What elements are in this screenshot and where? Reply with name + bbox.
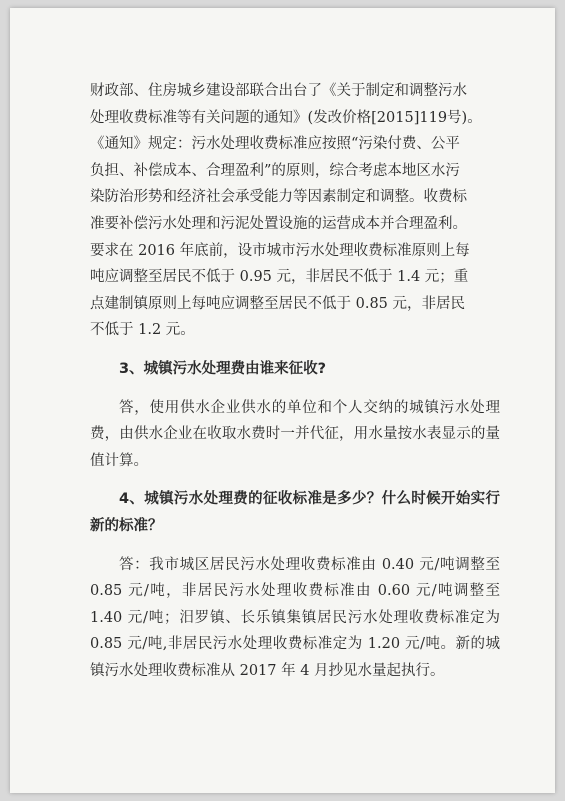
text-line: 处理收费标准等有关问题的通知》(发改价格[2015]119号)。 — [90, 109, 482, 126]
text-line: 财政部、住房城乡建设部联合出台了《关于制定和调整污水 — [90, 83, 467, 99]
text-line: 吨应调整至居民不低于 0.95 元，非居民不低于 1.4 元；重 — [90, 269, 469, 286]
answer-4-paragraph: 答：我市城区居民污水处理收费标准由 0.40 元/吨调整至 0.85 元/吨，非居民污水处理收费标准由 0.60 元/吨调整至 1.40 元/吨；汨罗镇、长乐镇集镇居民污水处理收费标准定为 0.85 元/吨,非居民污水处理收费标准定为 1.20 元/吨。新的城镇污水处理收费标准从 2017 年 4 月抄见水量起执行。 — [90, 556, 500, 679]
answer-3-paragraph: 答，使用供水企业供水的单位和个人交纳的城镇污水处理费，由供水企业在收取水费时一并代征，用水量按水表显示的量值计算。 — [90, 399, 500, 469]
text-line: 要求在 2016 年底前，设市城市污水处理收费标准原则上每 — [90, 242, 470, 259]
spacer — [90, 344, 500, 356]
spacer — [90, 383, 500, 395]
question-4-heading: 4、城镇污水处理费的征收标准是多少？什么时候开始实行新的标准？ — [90, 491, 500, 534]
text-line: 负担、补偿成本、合理盈利”的原则，综合考虑本地区水污 — [90, 162, 460, 179]
text-line: 《通知》规定：污水处理收费标准应按照“污染付费、公平 — [90, 136, 460, 153]
document-body — [90, 78, 500, 684]
spacer — [90, 540, 500, 552]
document-page — [10, 8, 555, 793]
spacer — [90, 474, 500, 486]
question-3-heading: 3、城镇污水处理费由谁来征收? — [119, 360, 326, 377]
text-line: 点建制镇原则上每吨应调整至居民不低于 0.85 元，非居民 — [90, 295, 466, 312]
intro-paragraph — [90, 78, 500, 344]
text-line: 准要补偿污水处理和污泥处置设施的运营成本并合理盈利。 — [90, 215, 467, 232]
text-line: 染防治形势和经济社会承受能力等因素制定和调整。收费标 — [90, 189, 467, 206]
text-line: 不低于 1.2 元。 — [90, 322, 195, 339]
